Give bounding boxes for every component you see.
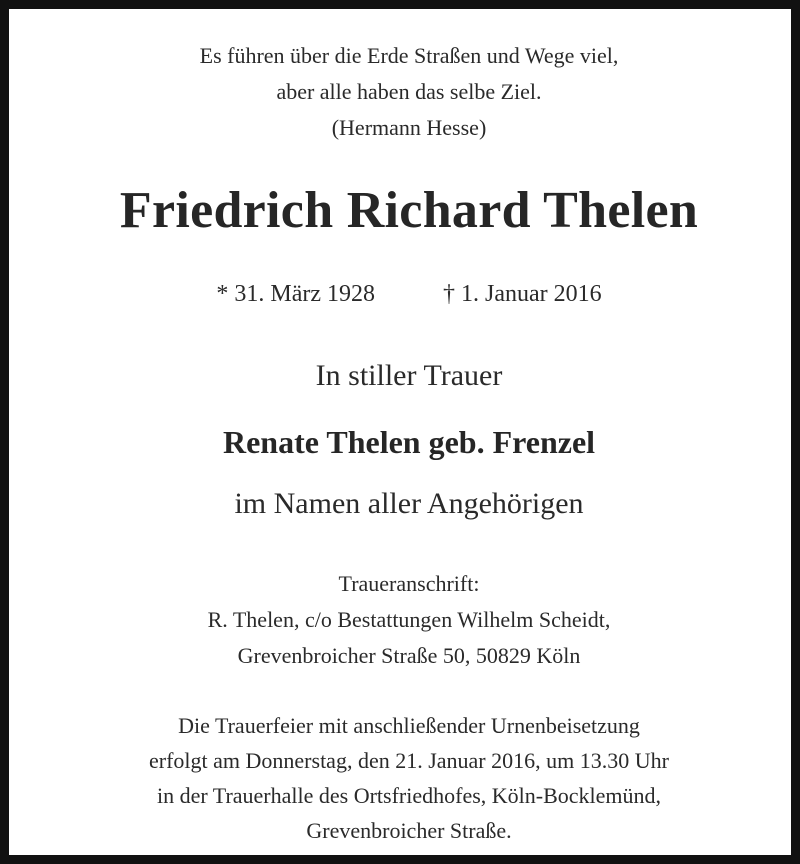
address-line-1: R. Thelen, c/o Bestattungen Wilhelm Scheidt, bbox=[207, 607, 611, 632]
motto-line-1: Es führen über die Erde Straßen und Wege viel, bbox=[199, 43, 619, 68]
ceremony-line-2: erfolgt am Donnerstag, den 21. Januar 2016, um 13.30 Uhr bbox=[149, 748, 669, 773]
motto-line-2: aber alle haben das selbe Ziel. bbox=[276, 79, 542, 104]
mourner-name: Renate Thelen geb. Frenzel bbox=[222, 424, 596, 460]
death-date: † 1. Januar 2016 bbox=[443, 281, 602, 307]
address-line-2: Grevenbroicher Straße 50, 50829 Köln bbox=[237, 643, 581, 668]
life-dates bbox=[9, 281, 800, 308]
deceased-name: Friedrich Richard Thelen bbox=[119, 182, 699, 239]
ceremony-line-3: in der Trauerhalle des Ortsfriedhofes, Köln-Bocklemünd, bbox=[156, 783, 662, 808]
ceremony-line-4: Grevenbroicher Straße. bbox=[306, 818, 512, 843]
motto-attribution: (Hermann Hesse) bbox=[331, 115, 487, 140]
relatives-line: im Namen aller Angehörigen bbox=[234, 487, 584, 520]
address-label: Traueranschrift: bbox=[338, 571, 480, 596]
mourning-intro: In stiller Trauer bbox=[315, 359, 503, 392]
ceremony-line-1: Die Trauerfeier mit anschließender Urnenbeisetzung bbox=[178, 713, 640, 738]
birth-date: * 31. März 1928 bbox=[216, 281, 375, 307]
